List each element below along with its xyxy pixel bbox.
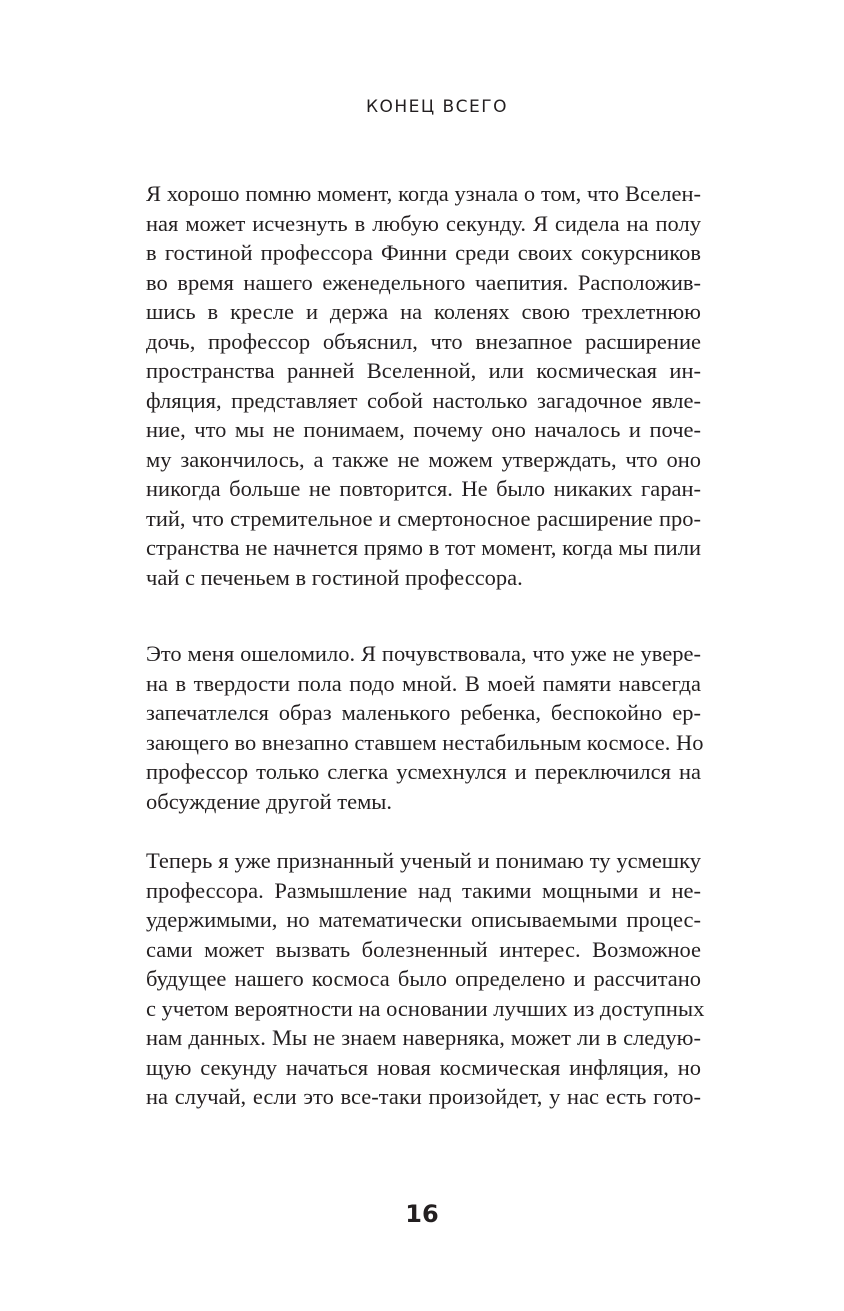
text-line: дочь, профессор объяснил, что внезапное расширение xyxy=(146,328,701,354)
text-line: на в твердости пола подо мной. В моей памяти навсегда xyxy=(146,670,701,696)
text-line: удержимыми, но математически описываемыми процес- xyxy=(146,907,701,932)
text-line: с учетом вероятности на основании лучших из доступных xyxy=(146,995,705,1021)
text-line: странства не начнется прямо в тот момент, когда мы пили xyxy=(146,535,701,560)
text-line: Это меня ошеломило. Я почувствовала, что уже не увере- xyxy=(146,641,701,666)
paragraph-1 xyxy=(146,179,701,592)
text-line: нам данных. Мы не знаем наверняка, может ли в следую- xyxy=(146,1025,701,1050)
text-line: никогда больше не повторится. Не было никаких гаран- xyxy=(146,476,701,501)
text-line: будущее нашего космоса было определено и рассчитано xyxy=(146,966,701,991)
text-line: зающего во внезапно ставшем нестабильным космосе. Но xyxy=(146,729,704,755)
text-line: му закончилось, а также не можем утверждать, что оно xyxy=(146,446,701,472)
text-line: обсуждение другой темы. xyxy=(146,788,393,814)
running-header: КОНЕЦ ВСЕГО xyxy=(365,97,509,117)
paragraph-3 xyxy=(146,846,705,1112)
text-line: Теперь я уже признанный ученый и понимаю ту усмешку xyxy=(146,848,701,873)
text-line: профессор только слегка усмехнулся и переключился на xyxy=(146,759,701,784)
text-line: пространства ранней Вселенной, или космическая ин- xyxy=(146,358,701,383)
text-line: профессора. Размышление над такими мощными и не- xyxy=(146,877,701,903)
text-line: на случай, если это все-таки произойдет, у нас есть гото- xyxy=(146,1084,701,1109)
text-line: чай с печеньем в гостиной профессора. xyxy=(146,564,523,590)
text-line: в гостиной профессора Финни среди своих сокурсников xyxy=(146,240,701,265)
text-line: во время нашего еженедельного чаепития. Расположив- xyxy=(146,269,701,295)
text-line: ная может исчезнуть в любую секунду. Я сидела на полу xyxy=(146,210,701,236)
text-line: ние, что мы не понимаем, почему оно началось и поче- xyxy=(146,417,701,442)
text-line: фляция, представляет собой настолько загадочное явле- xyxy=(146,387,701,413)
text-line: Я хорошо помню момент, когда узнала о том, что Вселен- xyxy=(146,181,701,206)
text-line: сами может вызвать болезненный интерес. Возможное xyxy=(146,936,701,962)
paragraph-2 xyxy=(146,639,704,816)
text-line: запечатлелся образ маленького ребенка, беспокойно ер- xyxy=(146,700,701,725)
text-line: шись в кресле и держа на коленях свою трехлетнюю xyxy=(146,299,701,324)
text-line: тий, что стремительное и смертоносное расширение про- xyxy=(146,505,701,531)
page-number: 16 xyxy=(405,1200,439,1228)
text-line: щую секунду начаться новая космическая инфляция, но xyxy=(146,1054,701,1080)
